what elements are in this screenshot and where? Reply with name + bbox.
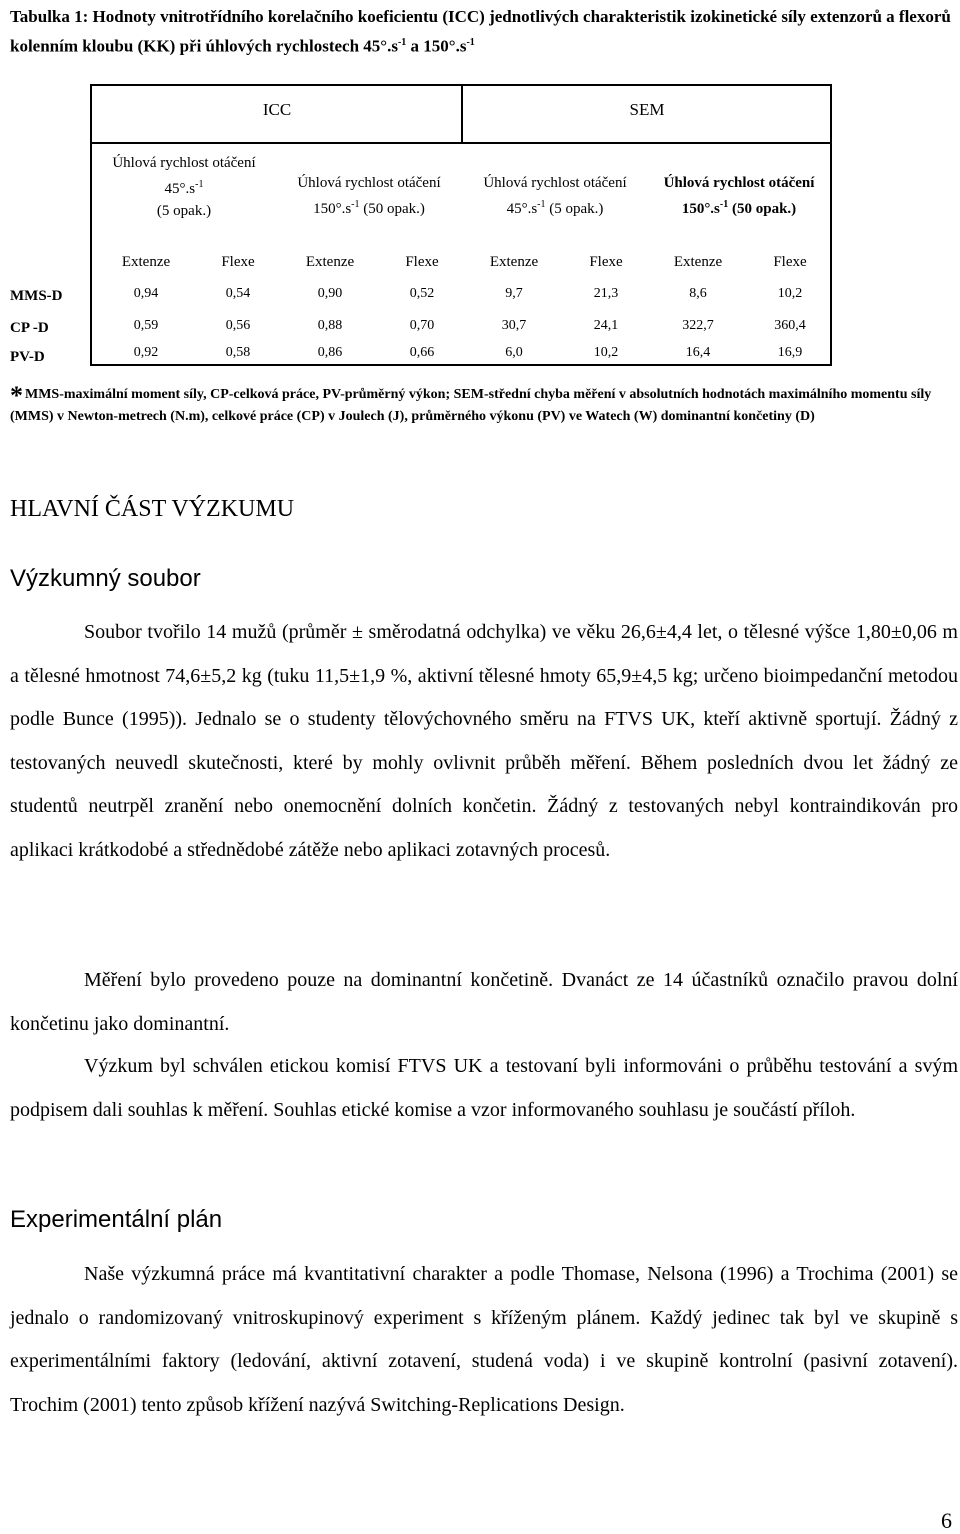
row-label-cp: CP -D: [10, 320, 49, 336]
subheader-flexe: Flexe: [589, 254, 623, 270]
subheader-extenze: Extenze: [121, 254, 171, 270]
header-sem-150: Úhlová rychlost otáčení $150^\circ.s^{-1}$ (50 opak.): [663, 175, 815, 217]
table-cell: 0,59: [133, 318, 159, 333]
table-cell: 16,4: [685, 345, 711, 360]
subheader-flexe: Flexe: [221, 254, 255, 270]
table-cell: 10,2: [777, 286, 803, 301]
table-cell: 10,2: [593, 345, 619, 360]
table-cell: 0,66: [409, 345, 435, 360]
table-cell: 0,52: [409, 286, 435, 301]
header-icc-45: Úhlová rychlost otáčení $45^\circ.s^{-1}$ (5 opak.): [112, 155, 256, 219]
table-cell: 0,92: [133, 345, 159, 360]
section-heading-soubor: Výzkumný soubor: [10, 565, 201, 592]
table-cell: 360,4: [774, 318, 806, 333]
paragraph: Měření bylo provedeno pouze na dominantní končetině. Dvanáct ze 14 účastníků označilo pravou dolní končetinu jako dominantní.: [10, 969, 958, 1035]
table-cell: 24,1: [593, 318, 619, 333]
table-cell: 0,54: [225, 286, 251, 301]
subheader-extenze: Extenze: [489, 254, 539, 270]
header-icc-150: Úhlová rychlost otáčení $150^\circ.s^{-1}$ (50 opak.): [297, 175, 441, 217]
paragraph: Naše výzkumná práce má kvantitativní charakter a podle Thomase, Nelsona (1996) a Trochima (2001) se jednalo o randomizovaný vnitroskupinový experiment s kříženým plánem. Každý jedinec tak byl ve skupině s experimentálními faktory (ledování, aktivní zotavení, studená voda) i ve skupině kontrolní (pasivní zotavení). Trochim (2001) tento způsob křížení nazývá Switching-Replications Design.: [10, 1263, 958, 1416]
subheader-extenze: Extenze: [305, 254, 355, 270]
row-label-mms: MMS-D: [10, 288, 63, 304]
page-number: 6: [941, 1508, 952, 1533]
table-cell: 0,86: [317, 345, 343, 360]
table-cell: 322,7: [682, 318, 714, 333]
table-caption: Tabulka 1: Hodnoty vnitrotřídního korelačního koeficientu (ICC) jednotlivých charakteristik izokinetické síly extenzorů a flexorů kolenním kloubu (KK) při úhlových rychlostech $45^\circ.s^{-1}$ a $150^\circ.s^{-1}$: [10, 7, 951, 56]
subheader-flexe: Flexe: [405, 254, 439, 270]
paragraph: Soubor tvořilo 14 mužů (průměr ± směrodatná odchylka) ve věku 26,6±4,4 let, o tělesné výšce 1,80±0,06 m a tělesné hmotnost 74,6±5,2 kg (tuku 11,5±1,9 %, aktivní tělesné hmoty 65,9±4,5 kg; určeno bioimpedanční metodou podle Bunce (1995)). Jednalo se o studenty tělovýchovného směru na FTVS UK, kteří aktivně sportují. Žádný z testovaných neuvedl skutečnosti, které by mohly ovlivnit průběh měření. Během posledních dvou let žádný ze studentů neutrpěl zranění nebo onemocnění dolních končetin. Žádný z testovaných nebyl kontraindikován pro aplikaci krátkodobé a střednědobé zátěže nebo aplikaci zotavných procesů.: [10, 621, 958, 861]
group-icc: ICC: [262, 100, 292, 119]
section-heading-plan: Experimentální plán: [10, 1206, 223, 1233]
table-cell: 0,94: [133, 286, 159, 301]
table-cell: 0,58: [225, 345, 251, 360]
table-cell: 6,0: [505, 345, 523, 360]
table-cell: 0,90: [317, 286, 343, 301]
paragraph: Výzkum byl schválen etickou komisí FTVS UK a testovaní byli informováni o průběhu testování a svým podpisem dali souhlas k měření. Souhlas etické komise a vzor informovaného souhlasu je součástí příloh.: [10, 1055, 958, 1121]
group-sem: SEM: [629, 100, 665, 119]
table-cell: 30,7: [501, 318, 527, 333]
table-cell: 16,9: [777, 345, 803, 360]
section-heading-main: HLAVNÍ ČÁST VÝZKUMU: [10, 496, 295, 522]
row-label-pv: PV-D: [10, 349, 45, 365]
table-cell: 8,6: [689, 286, 707, 301]
table-cell: 0,70: [409, 318, 435, 333]
subheader-flexe: Flexe: [773, 254, 807, 270]
header-sem-45: Úhlová rychlost otáčení $45^\circ.s^{-1}$ (5 opak.): [483, 175, 627, 217]
table-cell: 21,3: [593, 286, 619, 301]
table-footnote: * MMS-maximální moment síly, CP-celková práce, PV-průměrný výkon; SEM-střední chyba měření v absolutních hodnotách maximálního momentu síly (MMS) v Newton-metrech (N.m), celkové práce (CP) v Joulech (J), průměrného výkonu (PV) ve Watech (W) dominantní končetiny (D): [10, 381, 932, 424]
subheader-extenze: Extenze: [673, 254, 723, 270]
table-cell: 0,56: [225, 318, 251, 333]
table-cell: 0,88: [317, 318, 343, 333]
table-cell: 9,7: [505, 286, 523, 301]
